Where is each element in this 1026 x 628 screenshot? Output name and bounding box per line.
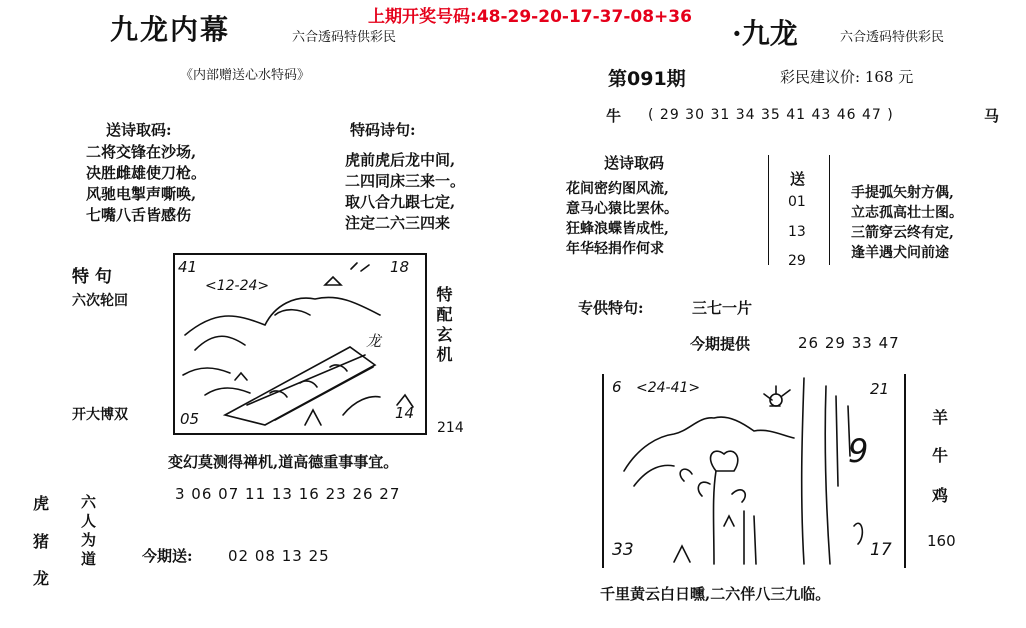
right-poem2-line: 立志孤高壮士图。 <box>851 205 963 221</box>
right-sketch-num-bl: 33 <box>612 540 634 560</box>
special-poem-line: 虎前虎后龙中间, <box>345 151 456 169</box>
right-subtitle: 六合透码特供彩民 <box>840 30 945 45</box>
issue-number: 第091期 <box>608 68 686 90</box>
right-sketch-num-tr: 21 <box>870 380 890 398</box>
zodiac-pig: 猪 <box>33 532 50 551</box>
left-subtitle: 六合透码特供彩民 <box>292 30 397 45</box>
right-bottom-line: 千里黄云白日曛,二六伴八三九临。 <box>600 585 831 603</box>
today-label: 今期送: <box>142 547 193 565</box>
range-suffix: 马 <box>984 107 1000 125</box>
last-result-label: 上期开奖号码: <box>368 7 477 27</box>
side-label-cycle: 六次轮回 <box>72 293 128 309</box>
vertical-phrase: 六人为道 <box>79 494 97 570</box>
send-num-3: 29 <box>788 253 806 265</box>
right-poem-2 <box>851 183 963 263</box>
right-poem2-line: 三箭穿云终有定, <box>851 225 954 241</box>
left-sketch-num-tl: 41 <box>178 258 198 276</box>
gift-note: 《内部赠送心水特码》 <box>180 68 311 83</box>
side-label-bet: 开大博双 <box>72 407 128 423</box>
left-motto: 变幻莫测得禅机,道高德重事事宜。 <box>168 453 399 471</box>
left-sketch-num-tr: 18 <box>390 258 410 276</box>
right-right-num: 160 <box>927 532 956 550</box>
right-poem <box>566 179 678 259</box>
left-sketch-dragon: 龙 <box>366 332 382 350</box>
right-poem-heading: 送诗取码 <box>604 154 665 172</box>
left-poem-line: 七嘴八舌皆感伤 <box>86 206 192 224</box>
right-sketch-nine: 9 <box>848 432 869 470</box>
left-poem-line: 二将交锋在沙场, <box>86 143 197 161</box>
side-label-special: 特 句 <box>72 267 112 287</box>
left-sketch-num-br: 14 <box>395 404 415 422</box>
zodiac-tiger: 虎 <box>33 494 50 513</box>
left-sketch-range: <12-24> <box>205 278 270 294</box>
zodiac-ox: 牛 <box>932 446 949 465</box>
last-result-numbers: 48-29-20-17-37-08+36 <box>476 7 692 27</box>
send-num-1: 01 <box>788 194 806 210</box>
left-poem-line: 风驰电掣声嘶唤, <box>86 185 197 203</box>
special-value: 三七一片 <box>692 299 753 317</box>
left-right-num: 214 <box>437 420 464 436</box>
zodiac-goat: 羊 <box>932 408 949 427</box>
special-poem-line: 注定二六三四来 <box>345 214 451 232</box>
special-poem <box>345 150 465 234</box>
right-poem-line: 狂蜂浪蝶皆成性, <box>566 221 669 237</box>
right-poem2-line: 手提弧矢射方偶, <box>851 185 954 201</box>
zodiac-dragon: 龙 <box>33 569 50 588</box>
provide-numbers: 26 29 33 47 <box>798 334 900 352</box>
zodiac-rooster: 鸡 <box>932 486 949 505</box>
special-poem-line: 二四同床三来一。 <box>345 172 466 190</box>
right-title: ·九龙 <box>732 17 798 50</box>
right-poem-line: 年华轻捐作何求 <box>566 241 664 257</box>
right-sketch-num-br: 17 <box>870 540 892 560</box>
left-poem <box>86 142 206 226</box>
left-vertical-label: 特配玄机 <box>434 286 453 366</box>
right-poem-line: 意马心猿比罢休。 <box>566 201 678 217</box>
provide-label: 今期提供 <box>690 335 751 353</box>
range-prefix: 牛 <box>606 107 622 125</box>
left-poem-heading: 送诗取码: <box>106 121 172 139</box>
special-label: 专供特句: <box>578 299 644 317</box>
right-poem-line: 花间密约图风流, <box>566 181 669 197</box>
left-numbers-line: 3 06 07 11 13 16 23 26 27 <box>175 485 401 503</box>
send-num-2: 13 <box>788 224 806 240</box>
left-title: 九龙内幕 <box>110 13 231 46</box>
send-label: 送 <box>790 170 806 188</box>
left-poem-line: 决胜雌雄使刀枪。 <box>86 164 207 182</box>
right-sketch-num-tl: 6 <box>612 378 622 396</box>
today-numbers: 02 08 13 25 <box>228 547 330 565</box>
special-poem-heading: 特码诗句: <box>350 121 416 139</box>
right-poem2-line: 逢羊遇犬问前途 <box>851 245 949 261</box>
price: 彩民建议价: 168 元 <box>780 68 914 86</box>
right-sketch-range: <24-41> <box>636 380 701 396</box>
special-poem-line: 取八合九跟七定, <box>345 193 456 211</box>
left-sketch-num-bl: 05 <box>180 410 200 428</box>
last-result <box>368 2 692 27</box>
range-numbers: ( 29 30 31 34 35 41 43 46 47 ) <box>648 107 894 123</box>
right-sketch <box>604 376 900 566</box>
